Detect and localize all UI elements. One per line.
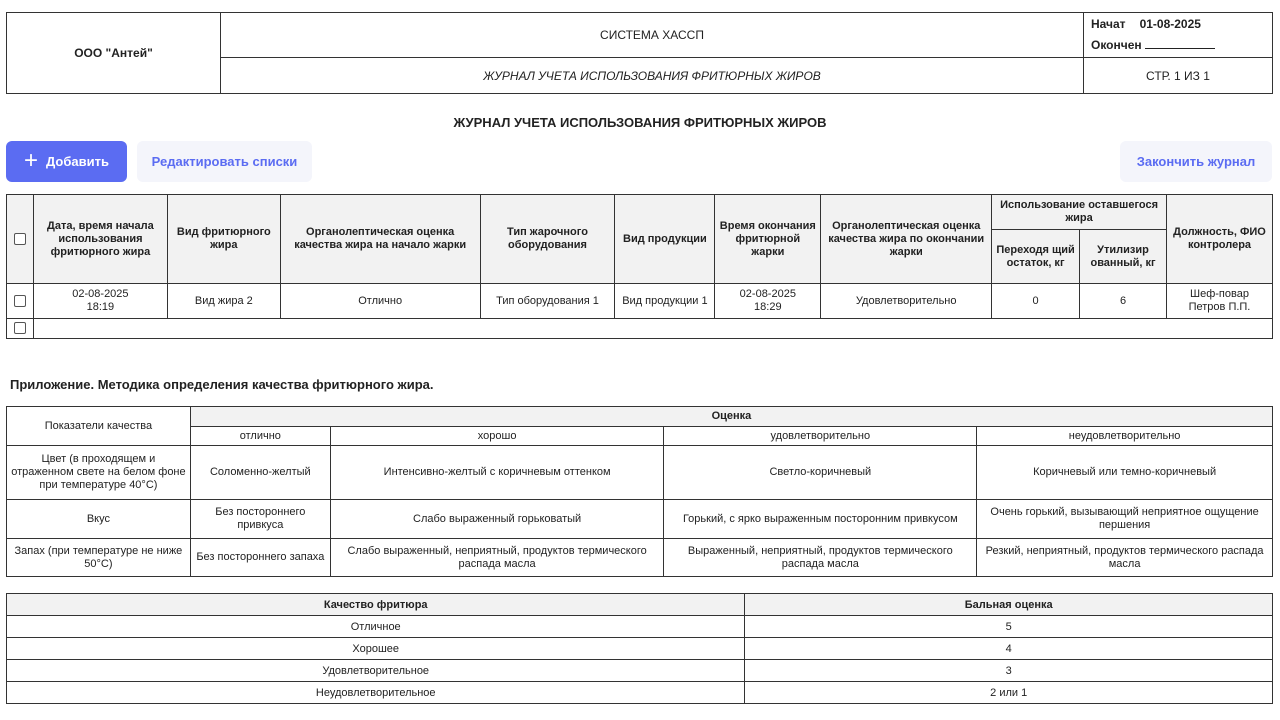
- col-quality-end: Органолептическая оценка качества жира по окончании жарки: [821, 195, 992, 284]
- row-select-cell: [7, 284, 34, 319]
- score-quality: Отличное: [7, 616, 745, 638]
- taste-satisfactory: Горький, с ярко выраженным посторонним привкусом: [664, 500, 977, 539]
- journal-subtitle: ЖУРНАЛ УЧЕТА ИСПОЛЬЗОВАНИЯ ФРИТЮРНЫХ ЖИРОВ: [221, 58, 1084, 94]
- start-time: 18:19: [86, 301, 115, 313]
- indicator-color: Цвет (в проходящем и отраженном свете на белом фоне при температуре 40°С): [7, 446, 191, 500]
- select-all-checkbox[interactable]: [14, 233, 26, 245]
- score-quality: Хорошее: [7, 638, 745, 660]
- organization-name: ООО "Антей": [7, 13, 221, 94]
- smell-satisfactory: Выраженный, неприятный, продуктов термического распада масла: [664, 539, 977, 577]
- edit-lists-button[interactable]: [137, 141, 312, 182]
- col-remaining-group: Использование оставшегося жира: [992, 195, 1167, 230]
- finish-journal-label: Закончить журнал: [1136, 154, 1256, 169]
- table-row[interactable]: [7, 284, 1273, 319]
- table-row: [7, 616, 1273, 638]
- col-controller: Должность, ФИО контролера: [1166, 195, 1272, 284]
- add-button[interactable]: [6, 141, 127, 182]
- journal-dates: [1084, 13, 1273, 58]
- document-header: [6, 12, 1273, 94]
- empty-row-cell: [33, 319, 1272, 339]
- color-excellent: Соломенно-желтый: [190, 446, 330, 500]
- started-label: Начат: [1091, 17, 1126, 31]
- grade-good: хорошо: [330, 427, 664, 446]
- col-fat-type: Вид фритюрного жира: [167, 195, 280, 284]
- score-value: 2 или 1: [745, 682, 1273, 704]
- indicator-taste: Вкус: [7, 500, 191, 539]
- col-quality-start: Органолептическая оценка качества жира на начало жарки: [280, 195, 480, 284]
- taste-unsatisfactory: Очень горький, вызывающий неприятное ощущение першения: [977, 500, 1273, 539]
- col-end-time: Время окончания фритюрной жарки: [715, 195, 821, 284]
- controller-position: Шеф-повар: [1190, 288, 1249, 300]
- score-value: 5: [745, 616, 1273, 638]
- appendix-title: Приложение. Методика определения качества фритюрного жира.: [10, 377, 434, 392]
- smell-good: Слабо выраженный, неприятный, продуктов термического распада масла: [330, 539, 664, 577]
- score-header: Бальная оценка: [745, 594, 1273, 616]
- plus-icon: +: [24, 146, 39, 174]
- finished-label: Окончен: [1091, 38, 1142, 52]
- empty-row-checkbox[interactable]: [14, 322, 26, 334]
- page-title: ЖУРНАЛ УЧЕТА ИСПОЛЬЗОВАНИЯ ФРИТЮРНЫХ ЖИРОВ: [453, 115, 827, 130]
- table-row: [7, 500, 1273, 539]
- col-carry-over: Переходя щий остаток, кг: [992, 230, 1080, 284]
- taste-good: Слабо выраженный горьковатый: [330, 500, 664, 539]
- cell-product: Вид продукции 1: [615, 284, 715, 319]
- page-counter: СТР. 1 ИЗ 1: [1084, 58, 1273, 94]
- cell-carry-over: 0: [992, 284, 1080, 319]
- cell-fat-type: Вид жира 2: [167, 284, 280, 319]
- journal-table: [6, 194, 1273, 339]
- score-quality: Удовлетворительное: [7, 660, 745, 682]
- grade-satisfactory: удовлетворительно: [664, 427, 977, 446]
- col-start: Дата, время начала использования фритюрного жира: [33, 195, 167, 284]
- select-all-cell: [7, 195, 34, 284]
- score-table: [6, 593, 1273, 704]
- cell-quality-start: Отлично: [280, 284, 480, 319]
- cell-controller: [1166, 284, 1272, 319]
- cell-equipment: Тип оборудования 1: [480, 284, 615, 319]
- empty-row-select-cell: [7, 319, 34, 339]
- smell-unsatisfactory: Резкий, неприятный, продуктов термического распада масла: [977, 539, 1273, 577]
- col-product: Вид продукции: [615, 195, 715, 284]
- finished-date-blank: [1145, 38, 1215, 49]
- end-time: 18:29: [754, 301, 782, 313]
- controller-name: Петров П.П.: [1188, 301, 1251, 313]
- grade-unsatisfactory: неудовлетворительно: [977, 427, 1273, 446]
- color-satisfactory: Светло-коричневый: [664, 446, 977, 500]
- score-value: 4: [745, 638, 1273, 660]
- quality-header: Качество фритюра: [7, 594, 745, 616]
- indicators-header: Показатели качества: [7, 407, 191, 446]
- grade-excellent: отлично: [190, 427, 330, 446]
- col-utilized: Утилизир ованный, кг: [1080, 230, 1167, 284]
- col-equipment: Тип жарочного оборудования: [480, 195, 615, 284]
- table-row: [7, 446, 1273, 500]
- started-date: 01-08-2025: [1139, 17, 1201, 31]
- cell-start: [33, 284, 167, 319]
- system-name: СИСТЕМА ХАССП: [221, 13, 1084, 58]
- cell-utilized: 6: [1080, 284, 1167, 319]
- indicator-smell: Запах (при температуре не ниже 50°С): [7, 539, 191, 577]
- row-checkbox[interactable]: [14, 295, 26, 307]
- score-quality: Неудовлетворительное: [7, 682, 745, 704]
- add-button-label: Добавить: [46, 154, 109, 169]
- table-row: [7, 638, 1273, 660]
- taste-excellent: Без постороннего привкуса: [190, 500, 330, 539]
- cell-end-time: [715, 284, 821, 319]
- color-good: Интенсивно-желтый с коричневым оттенком: [330, 446, 664, 500]
- table-row: [7, 682, 1273, 704]
- smell-excellent: Без постороннего запаха: [190, 539, 330, 577]
- finish-journal-button[interactable]: [1120, 141, 1272, 182]
- color-unsatisfactory: Коричневый или темно-коричневый: [977, 446, 1273, 500]
- table-row: [7, 660, 1273, 682]
- start-date: 02-08-2025: [72, 288, 129, 300]
- edit-lists-label: Редактировать списки: [151, 154, 298, 169]
- table-row: [7, 539, 1273, 577]
- end-date: 02-08-2025: [739, 288, 796, 300]
- empty-row[interactable]: [7, 319, 1273, 339]
- quality-method-table: [6, 406, 1273, 577]
- cell-quality-end: Удовлетворительно: [821, 284, 992, 319]
- score-value: 3: [745, 660, 1273, 682]
- grade-header: Оценка: [190, 407, 1272, 427]
